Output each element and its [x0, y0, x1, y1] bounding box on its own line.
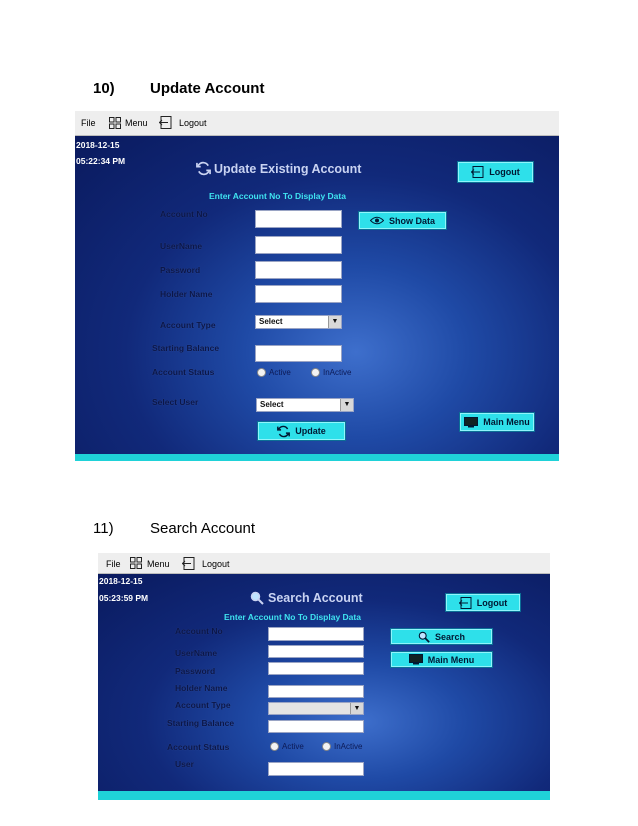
- refresh-icon: [196, 161, 211, 176]
- label-account-status: Account Status: [167, 742, 230, 752]
- radio-inactive-label: InActive: [323, 368, 352, 377]
- chevron-down-icon: ▼: [340, 399, 353, 411]
- account-no-input[interactable]: [268, 627, 364, 641]
- show-data-button-label: Show Data: [388, 215, 435, 226]
- label-username: UserName: [160, 241, 203, 251]
- username-input[interactable]: [255, 236, 342, 254]
- label-starting-balance: Starting Balance: [167, 718, 235, 728]
- time-label: 05:23:59 PM: [99, 593, 149, 603]
- form-title: Search Account: [268, 591, 363, 605]
- label-holder-name: Holder Name: [175, 683, 228, 693]
- radio-active-label: Active: [282, 742, 304, 751]
- main-menu-button[interactable]: [459, 412, 535, 432]
- main-menu-button[interactable]: [390, 651, 493, 668]
- eye-icon: [370, 216, 384, 225]
- radio-inactive-label: InActive: [334, 742, 363, 751]
- search-button-label: Search: [434, 631, 466, 642]
- starting-balance-input[interactable]: [268, 720, 364, 733]
- update-button[interactable]: [257, 421, 346, 441]
- grid-menu-icon[interactable]: [109, 117, 121, 129]
- account-type-select[interactable]: [255, 315, 342, 329]
- radio-active-label: Active: [269, 368, 291, 377]
- form-title: Update Existing Account: [214, 162, 362, 176]
- account-type-value: Select: [259, 317, 283, 326]
- form-panel: [75, 136, 559, 454]
- menu-menu[interactable]: Menu: [147, 559, 170, 569]
- menu-file[interactable]: File: [106, 559, 121, 569]
- label-account-type: Account Type: [160, 320, 216, 330]
- chevron-down-icon: ▼: [350, 703, 363, 714]
- user-input[interactable]: [268, 762, 364, 776]
- radio-circle: [257, 368, 266, 377]
- search-icon: [418, 631, 430, 643]
- username-input[interactable]: [268, 645, 364, 658]
- label-account-status: Account Status: [152, 367, 215, 377]
- menu-file[interactable]: File: [81, 118, 96, 128]
- show-data-button[interactable]: [358, 211, 447, 230]
- search-icon: [250, 591, 264, 605]
- section-number: 11): [93, 520, 114, 537]
- status-strip: [98, 791, 550, 800]
- label-account-no: Account No: [175, 626, 223, 636]
- logout-button[interactable]: [445, 593, 521, 612]
- refresh-icon: [277, 425, 290, 438]
- logout-icon: [471, 166, 484, 178]
- menu-logout[interactable]: Logout: [179, 118, 207, 128]
- holder-name-input[interactable]: [268, 685, 364, 698]
- menu-logout[interactable]: Logout: [202, 559, 230, 569]
- monitor-icon: [409, 654, 423, 665]
- grid-menu-icon[interactable]: [130, 557, 142, 569]
- label-account-type: Account Type: [175, 700, 231, 710]
- monitor-icon: [464, 417, 478, 428]
- radio-active[interactable]: [270, 742, 304, 751]
- menu-menu[interactable]: Menu: [125, 118, 148, 128]
- radio-circle: [270, 742, 279, 751]
- password-input[interactable]: [268, 662, 364, 675]
- label-account-no: Account No: [160, 209, 208, 219]
- logout-button[interactable]: [457, 161, 534, 183]
- account-type-select[interactable]: [268, 702, 364, 715]
- main-menu-button-label: Main Menu: [427, 654, 475, 665]
- label-password: Password: [175, 666, 216, 676]
- chevron-down-icon: ▼: [328, 316, 341, 328]
- section-number: 10): [93, 80, 115, 97]
- label-starting-balance: Starting Balance: [152, 343, 220, 353]
- menubar: [98, 553, 550, 574]
- status-strip: [75, 454, 559, 461]
- section-title: Update Account: [150, 80, 265, 97]
- main-menu-button-label: Main Menu: [483, 417, 530, 427]
- menubar: [75, 111, 559, 136]
- radio-inactive[interactable]: [322, 742, 362, 751]
- logout-button-label: Logout: [476, 597, 508, 608]
- form-subtitle: Enter Account No To Display Data: [209, 191, 346, 201]
- label-select-user: Select User: [152, 397, 199, 407]
- radio-active[interactable]: [257, 368, 291, 377]
- logout-button-label: Logout: [489, 167, 520, 177]
- search-account-screenshot: [98, 553, 550, 800]
- select-user-value: Select: [260, 400, 284, 409]
- starting-balance-input[interactable]: [255, 345, 342, 362]
- section-title: Search Account: [150, 520, 256, 537]
- radio-circle: [311, 368, 320, 377]
- label-user: User: [175, 759, 194, 769]
- form-panel: [98, 574, 550, 791]
- date-label: 2018-12-15: [99, 576, 143, 586]
- logout-icon: [459, 597, 472, 609]
- radio-circle: [322, 742, 331, 751]
- form-subtitle: Enter Account No To Display Data: [224, 612, 361, 622]
- label-password: Password: [160, 265, 201, 275]
- date-label: 2018-12-15: [76, 140, 120, 150]
- account-no-input[interactable]: [255, 210, 342, 228]
- update-button-label: Update: [295, 426, 326, 436]
- select-user-dropdown[interactable]: [256, 398, 354, 412]
- label-holder-name: Holder Name: [160, 289, 213, 299]
- update-account-screenshot: [75, 111, 559, 461]
- label-username: UserName: [175, 648, 218, 658]
- radio-inactive[interactable]: [311, 368, 351, 377]
- logout-icon[interactable]: [159, 116, 172, 129]
- password-input[interactable]: [255, 261, 342, 279]
- logout-icon[interactable]: [182, 557, 195, 570]
- search-button[interactable]: [390, 628, 493, 645]
- time-label: 05:22:34 PM: [76, 156, 126, 166]
- holder-name-input[interactable]: [255, 285, 342, 303]
